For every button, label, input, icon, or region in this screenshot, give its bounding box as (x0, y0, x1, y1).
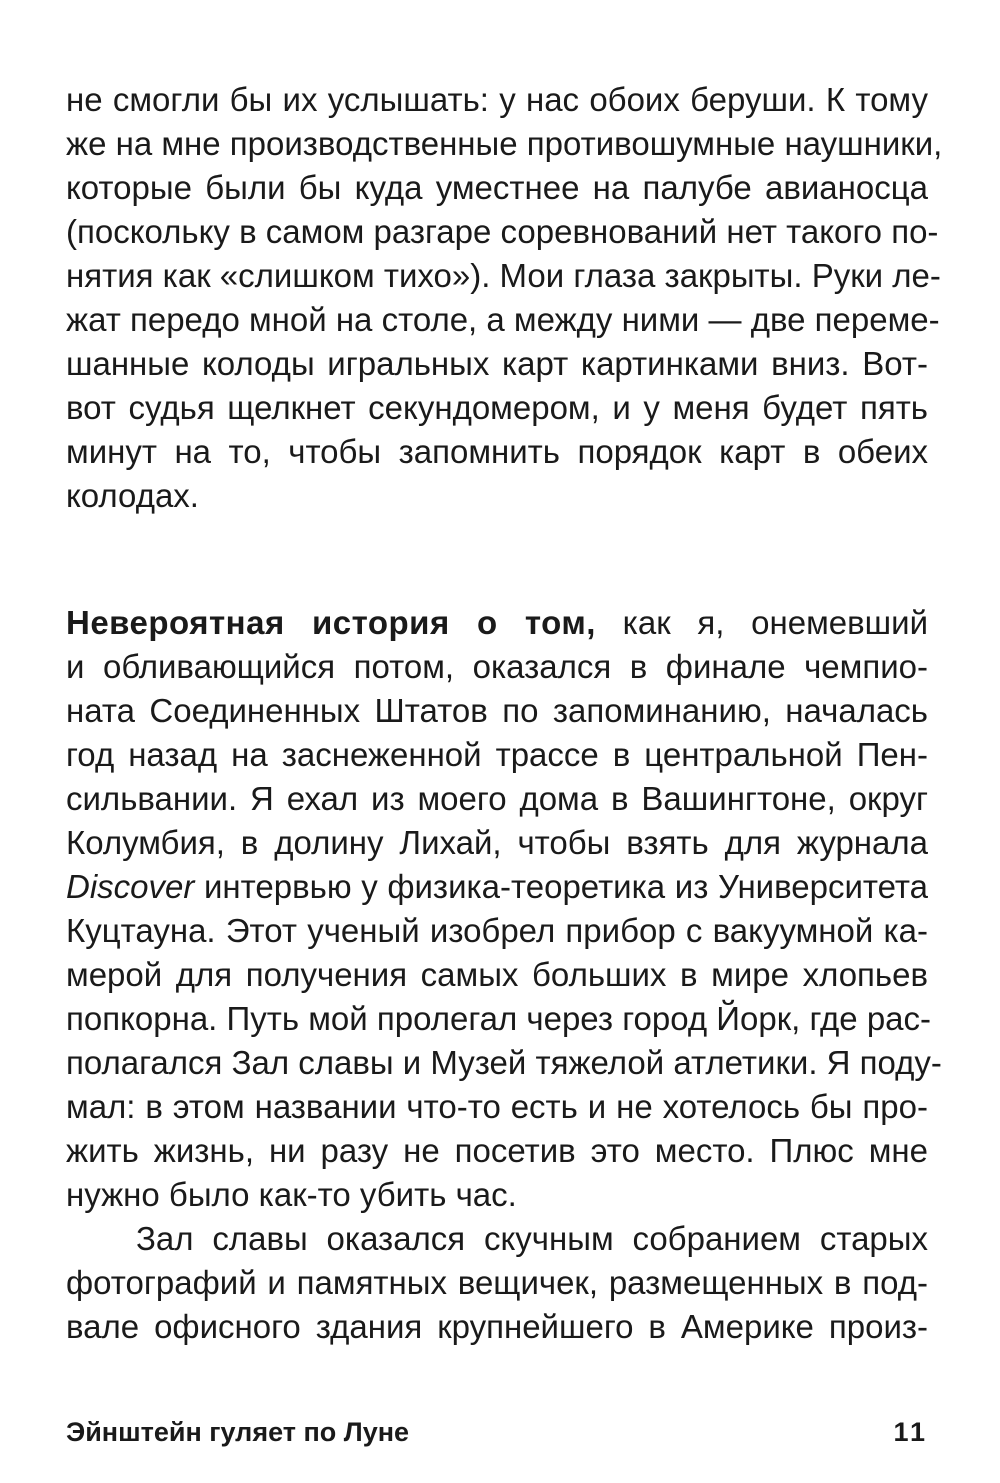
text-line: и обливающийся потом, оказался в финале чемпио- (66, 648, 928, 685)
text-line: нужно было как-то убить час. (66, 1176, 517, 1213)
text-line: ната Соединенных Штатов по запоминанию, началась (66, 692, 928, 729)
text-line: мал: в этом названии что-то есть и не хотелось бы про- (66, 1088, 928, 1125)
text-line: же на мне производственные противошумные наушники, (66, 125, 943, 162)
text-line: Колумбия, в долину Лихай, чтобы взять для журнала (66, 824, 928, 861)
page-number: 11 (893, 1417, 928, 1447)
text-line: мерой для получения самых больших в мире хлопьев (66, 956, 928, 993)
text-line-lead (66, 601, 928, 645)
running-title: Эйнштейн гуляет по Луне (66, 1417, 410, 1447)
text-line: нятия как «слишком тихо»). Мои глаза закрыты. Руки ле- (66, 257, 941, 294)
text-line: (поскольку в самом разгаре соревнований нет такого по- (66, 213, 939, 250)
text-line: вот судья щелкнет секундомером, и у меня будет пять (66, 389, 928, 426)
text-line: минут на то, чтобы запомнить порядок карт в обеих (66, 433, 928, 470)
text-line: жат передо мной на столе, а между ними — две переме- (66, 301, 940, 338)
text-fragment: как я, онемевший (622, 604, 929, 641)
text-line: которые были бы куда уместнее на палубе авианосца (66, 169, 928, 206)
page-footer (66, 1412, 928, 1452)
magazine-name: Discover (66, 868, 195, 905)
text-line: шанные колоды игральных карт картинками вниз. Вот- (66, 345, 928, 382)
text-line: Зал славы оказался скучным собранием старых (136, 1220, 928, 1257)
text-line: год назад на заснеженной трассе в центральной Пен- (66, 736, 928, 773)
text-line: полагался Зал славы и Музей тяжелой атлетики. Я поду- (66, 1044, 942, 1081)
text-line: Куцтауна. Этот ученый изобрел прибор с вакуумной ка- (66, 912, 928, 949)
text-line: колодах. (66, 477, 199, 514)
text-fragment: интервью у физика-теоретика из Университета (204, 868, 928, 905)
text-line: фотографий и памятных вещичек, размещенных в под- (66, 1264, 928, 1301)
section-lead-in: Невероятная история о том, (66, 604, 596, 641)
text-line: сильвании. Я ехал из моего дома в Вашингтоне, округ (66, 780, 928, 817)
text-line: попкорна. Путь мой пролегал через город Йорк, где рас- (66, 1000, 932, 1037)
text-line: вале офисного здания крупнейшего в Америке произ- (66, 1308, 928, 1345)
text-line: не смогли бы их услышать: у нас обоих беруши. К тому (66, 81, 928, 118)
text-line (66, 865, 928, 909)
text-line: жить жизнь, ни разу не посетив это место. Плюс мне (66, 1132, 928, 1169)
